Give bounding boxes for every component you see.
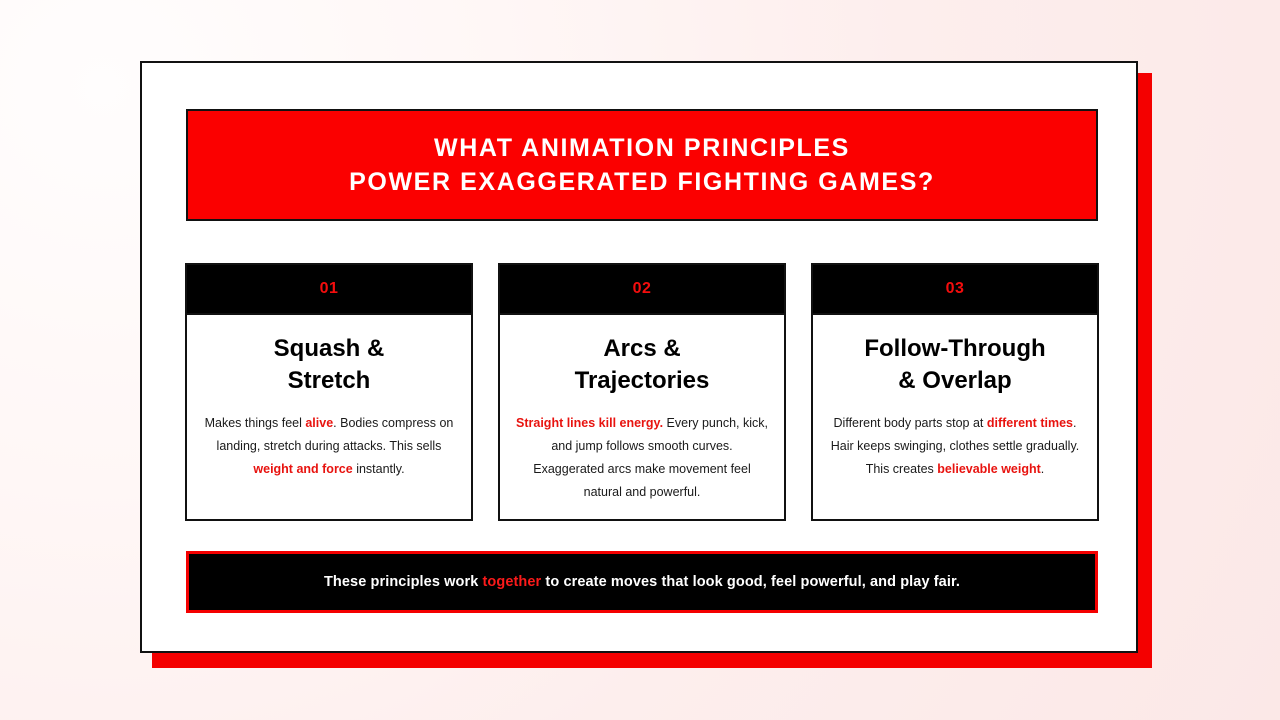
card-heading-line-1: Arcs & xyxy=(603,335,681,362)
card-number-bar xyxy=(813,265,1097,315)
card-description xyxy=(829,412,1081,480)
body-text: instantly. xyxy=(352,461,405,476)
card-number-bar xyxy=(187,265,471,315)
card-heading xyxy=(203,333,455,396)
principle-card xyxy=(185,263,473,521)
card-number: 01 xyxy=(319,280,339,297)
body-text: . Hair keeps swinging, clothes settle gradually. This creates xyxy=(830,416,1080,476)
emphasis-text: believable weight xyxy=(937,461,1041,476)
slide-frame xyxy=(140,61,1138,653)
card-heading xyxy=(516,333,768,396)
footer-text-after: to create moves that look good, feel powerful, and play fair. xyxy=(541,574,961,590)
emphasis-text: alive xyxy=(305,416,334,431)
card-number: 03 xyxy=(945,280,965,297)
card-body xyxy=(813,315,1097,497)
footer-accent-word: together xyxy=(482,574,542,590)
principle-card xyxy=(498,263,786,521)
title-line-2: POWER EXAGGERATED FIGHTING GAMES? xyxy=(349,168,935,196)
card-heading-line-1: Squash & xyxy=(273,335,385,362)
footer-text-before: These principles work xyxy=(323,574,483,590)
body-text: . Bodies compress on landing, stretch during attacks. This sells xyxy=(216,416,454,454)
card-heading-line-1: Follow-Through xyxy=(864,335,1046,362)
slide-footer-banner xyxy=(186,551,1098,613)
title-line-1: WHAT ANIMATION PRINCIPLES xyxy=(434,133,850,162)
body-text: Makes things feel xyxy=(204,416,306,431)
card-description xyxy=(516,412,768,503)
body-text: Every punch, kick, and jump follows smooth curves. Exaggerated arcs make movement feel natural and powerful. xyxy=(533,416,768,499)
card-number: 02 xyxy=(632,280,652,297)
card-heading-line-2: & Overlap xyxy=(898,366,1012,394)
card-number-bar xyxy=(500,265,784,315)
emphasis-text: different times xyxy=(986,416,1073,431)
page-title xyxy=(349,131,935,200)
card-heading xyxy=(829,333,1081,396)
card-description xyxy=(203,412,455,480)
card-body xyxy=(500,315,784,519)
card-body xyxy=(187,315,471,497)
emphasis-text: Straight lines kill energy. xyxy=(516,416,664,431)
principle-card-list xyxy=(185,263,1099,521)
footer-text xyxy=(324,574,960,590)
body-text: Different body parts stop at xyxy=(833,416,987,431)
card-heading-line-2: Stretch xyxy=(287,366,371,394)
card-heading-line-2: Trajectories xyxy=(574,366,710,394)
emphasis-text: weight and force xyxy=(253,461,353,476)
slide-title-banner xyxy=(186,109,1098,221)
principle-card xyxy=(811,263,1099,521)
body-text: . xyxy=(1040,461,1045,476)
